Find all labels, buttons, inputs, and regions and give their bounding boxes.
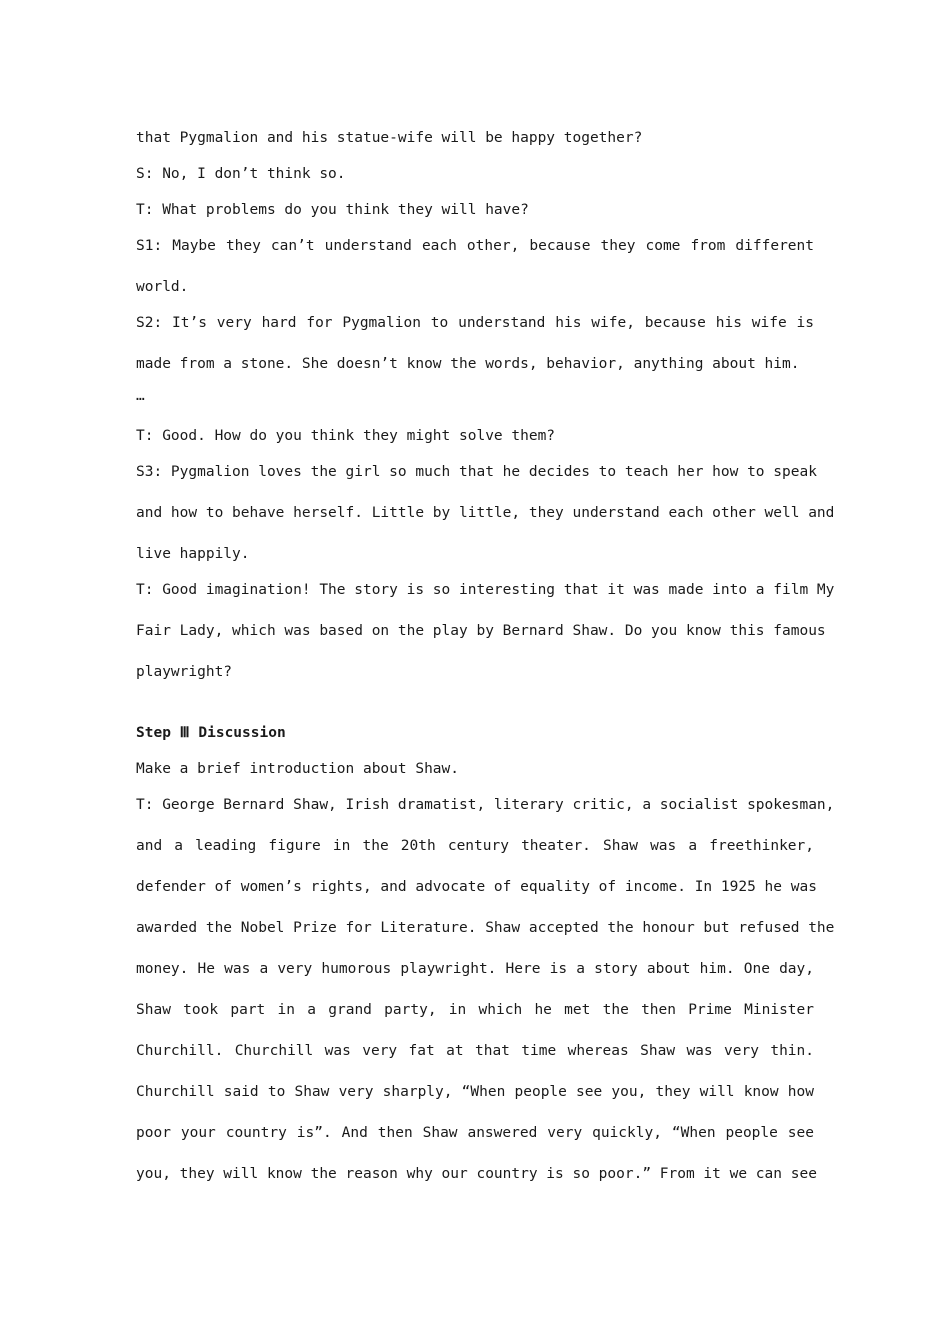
text-line: Make a brief introduction about Shaw.	[136, 761, 460, 777]
ellipsis-line: …	[136, 388, 145, 404]
text-line: awarded the Nobel Prize for Literature. Shaw accepted the honour but refused the	[136, 920, 835, 936]
text-line: S3: Pygmalion loves the girl so much that he decides to teach her how to speak	[136, 464, 817, 480]
text-line: S1: Maybe they can’t understand each other, because they come from different	[136, 238, 814, 254]
text-line: Shaw took part in a grand party, in which he met the then Prime Minister	[136, 1002, 814, 1018]
text-line: S2: It’s very hard for Pygmalion to understand his wife, because his wife is	[136, 315, 814, 331]
text-line: live happily.	[136, 546, 250, 562]
section-heading: Step Ⅲ Discussion	[136, 725, 286, 741]
text-line: poor your country is”. And then Shaw answered very quickly, “When people see	[136, 1125, 814, 1141]
text-line: Churchill. Churchill was very fat at that time whereas Shaw was very thin.	[136, 1043, 814, 1059]
text-line: Churchill said to Shaw very sharply, “When people see you, they will know how	[136, 1084, 814, 1100]
text-line: T: What problems do you think they will have?	[136, 202, 529, 218]
text-line: that Pygmalion and his statue-wife will be happy together?	[136, 130, 643, 146]
text-line: you, they will know the reason why our country is so poor.” From it we can see	[136, 1166, 817, 1182]
text-line: S: No, I don’t think so.	[136, 166, 346, 182]
text-line: and how to behave herself. Little by little, they understand each other well and	[136, 505, 835, 521]
text-line: T: George Bernard Shaw, Irish dramatist, literary critic, a socialist spokesman,	[136, 797, 835, 813]
text-line: T: Good. How do you think they might solve them?	[136, 428, 556, 444]
text-line: defender of women’s rights, and advocate of equality of income. In 1925 he was	[136, 879, 817, 895]
text-line: and a leading figure in the 20th century theater. Shaw was a freethinker,	[136, 838, 814, 854]
text-line: world.	[136, 279, 189, 295]
text-line: T: Good imagination! The story is so interesting that it was made into a film My	[136, 582, 835, 598]
text-line: made from a stone. She doesn’t know the words, behavior, anything about him.	[136, 356, 800, 372]
text-line: money. He was a very humorous playwright. Here is a story about him. One day,	[136, 961, 814, 977]
text-line: Fair Lady, which was based on the play by Bernard Shaw. Do you know this famous	[136, 623, 826, 639]
text-line: playwright?	[136, 664, 233, 680]
